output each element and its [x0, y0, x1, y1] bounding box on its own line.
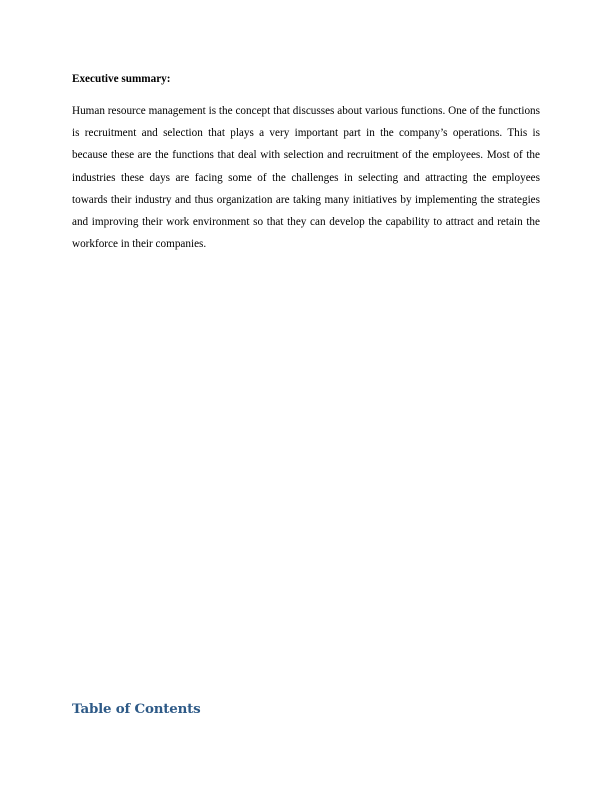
executive-summary-paragraph: Human resource management is the concept that discusses about various functions. One of the functions is recruitment and selection that plays a very important part in the company’s operations. This is because these are the functions that deal with selection and recruitment of the employees. Most of the industries these days are facing some of the challenges in selecting and attracting the employees towards their industry and thus organization are taking many initiatives by implementing the strategies and improving their work environment so that they can develop the capability to attract and retain the workforce in their companies. — [72, 105, 540, 251]
table-of-contents-heading: Table of Contents — [72, 701, 201, 717]
executive-summary-heading: Executive summary: — [72, 73, 171, 85]
executive-summary-section — [72, 72, 540, 255]
